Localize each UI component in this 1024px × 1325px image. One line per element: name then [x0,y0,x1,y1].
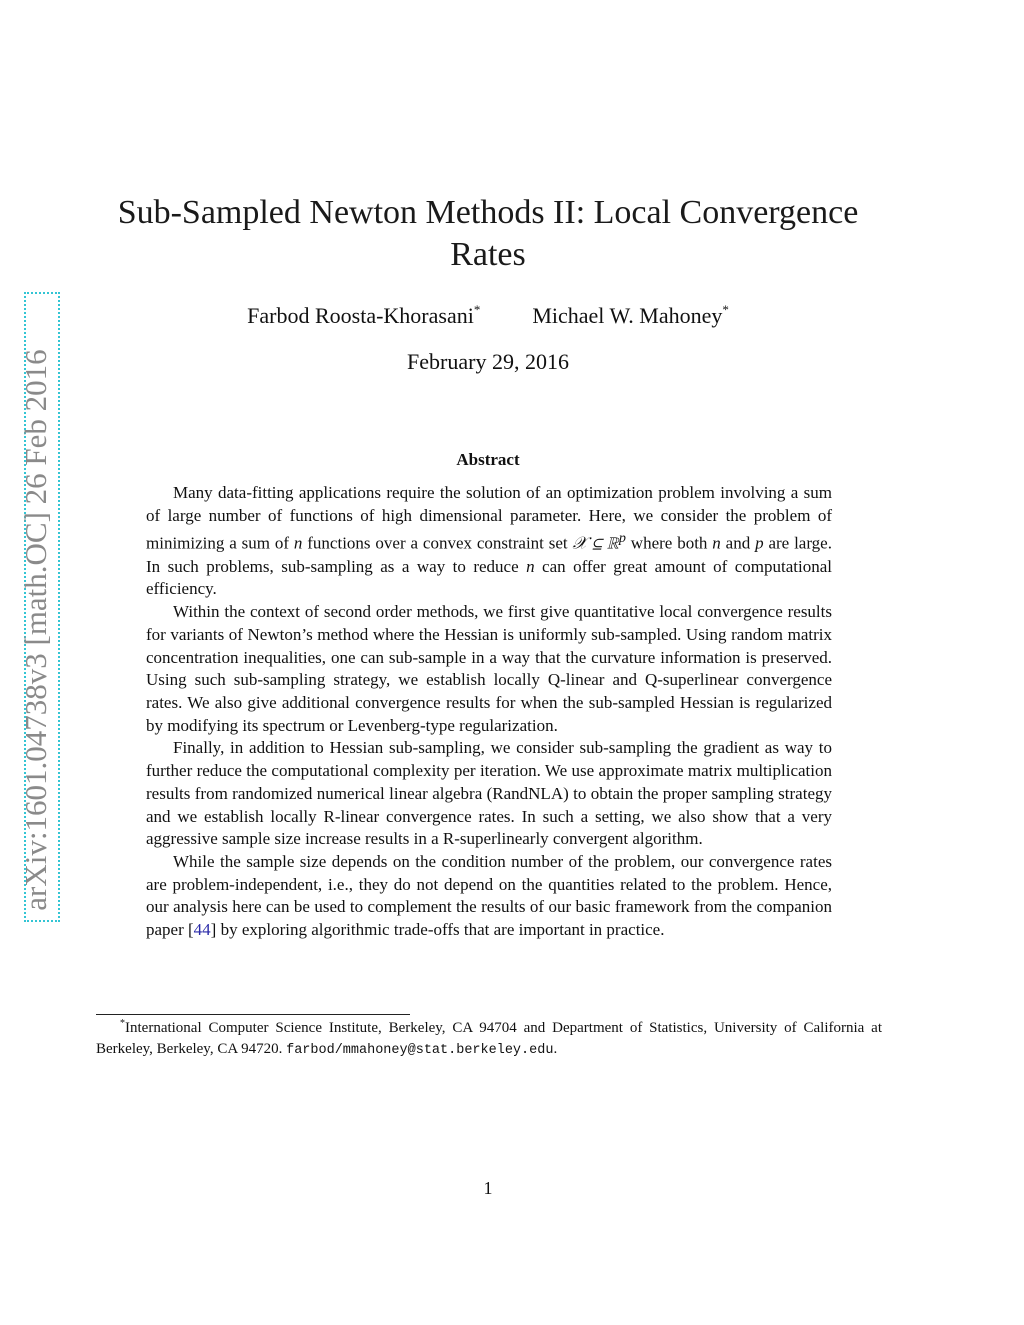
abstract-heading: Abstract [456,450,520,469]
abstract-paragraph-4: While the sample size depends on the condition number of the problem, our convergence rates are problem-independent, i.e., they do not depend on the quantities related to the problem. Hence, our analysis here can be used to complement the results of our basic framework from the companion paper [44] by exploring algorithmic trade-offs that are important in practice. [146,851,832,940]
author-2-name: Michael W. Mahoney [532,303,723,328]
author-2 [532,302,729,330]
author-list [100,302,876,330]
author-2-footnote-mark: * [722,302,729,317]
page-number: 1 [483,1178,493,1198]
arxiv-identifier: arXiv:1601.04738v3 [math.OC] 26 Feb 2016 [18,349,53,911]
publication-date: February 29, 2016 [407,349,569,374]
abstract-paragraph-2: Within the context of second order methods, we first give quantitative local convergence results for variants of Newton’s method where the Hessian is uniformly sub-sampled. Using random matrix concentration inequalities, one can sub-sample in a way that the curvature information is preserved. Using such sub-sampling strategy, we establish locally Q-linear and Q-superlinear convergence rates. We also give additional convergence results for when the sub-sampled Hessian is regularized by modifying its spectrum or Levenberg-type regularization. [146,602,832,735]
citation-link-44[interactable]: 44 [193,920,211,940]
abstract-body [146,482,832,942]
abstract-paragraph-3: Finally, in addition to Hessian sub-sampling, we consider sub-sampling the gradient as way to further reduce the computational complexity per iteration. We use approximate matrix multiplication results from randomized numerical linear algebra (RandNLA) to obtain the proper sampling strategy and we establish locally R-linear convergence rates. In such a setting, we also show that a very aggressive sample size increase results in a R-superlinearly convergent algorithm. [146,738,832,849]
author-1-footnote-mark: * [473,302,481,317]
abstract-paragraph-1: Many data-fitting applications require the solution of an optimization problem involving a sum of large number of functions of high dimensional parameter. Here, we consider the problem of minimizing a sum of n functions over a convex constraint set 𝒳 ⊆ ℝ$^p$ where both n and p are large. In such problems, sub-sampling as a way to reduce n can offer great amount of computational efficiency. [146,483,832,599]
author-1 [247,302,480,330]
author-email: farbod/mmahoney@stat.berkeley.edu [286,1043,554,1058]
affiliation-footnote: *International Computer Science Institute, Berkeley, CA 94704 and Department of Statistics, University of California at Berkeley, Berkeley, CA 94720. farbod/mmahoney@stat.berkeley.edu. [96,1018,882,1058]
author-1-name: Farbod Roosta-Khorasani [247,303,474,328]
paper-title: Sub-Sampled Newton Methods II: Local Convergence Rates [117,194,859,273]
footnote-text: International Computer Science Institute, Berkeley, CA 94704 and Department of Statistics, University of California at Berkeley, Berkeley, CA 94720. [96,1020,882,1057]
footnote-mark: * [120,1018,125,1029]
footnote-divider [96,1014,410,1015]
